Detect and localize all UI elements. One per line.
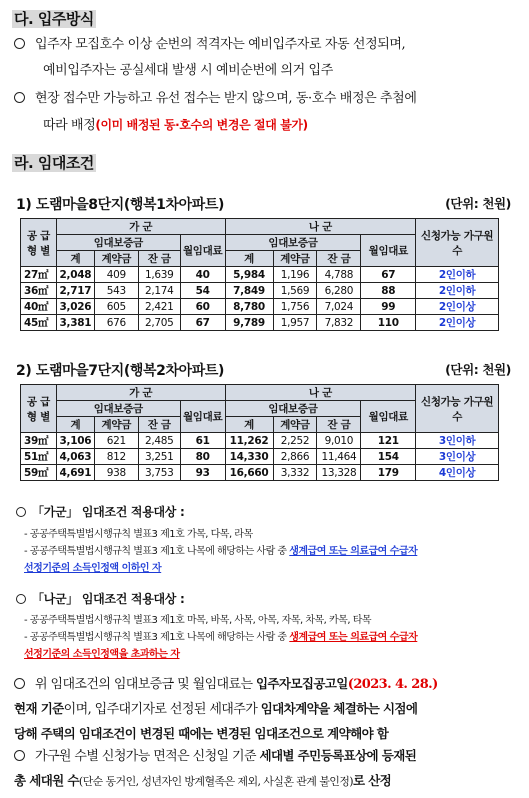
cell-na-contract: 3,332 [273, 465, 317, 481]
section-heading-move-in: 다. 입주방식 [14, 10, 94, 28]
bullet-circle-icon [16, 507, 26, 517]
cell-na-monthly: 154 [361, 449, 416, 465]
cell-na-contract: 2,252 [273, 433, 317, 449]
cell-household: 2인이상 [416, 299, 499, 315]
cell-ga-balance: 2,421 [138, 299, 180, 315]
ga-target-heading: 「가군」 임대조건 적용대상 : [16, 503, 184, 520]
cell-ga-contract: 543 [94, 283, 138, 299]
cell-na-total: 5,984 [225, 267, 273, 283]
table-row [21, 449, 499, 465]
header-area: 공 급 형 별 [21, 385, 57, 433]
cell-area: 45㎡ [21, 315, 57, 331]
cell-na-contract: 2,866 [273, 449, 317, 465]
cell-na-monthly: 99 [361, 299, 416, 315]
cell-area: 40㎡ [21, 299, 57, 315]
cell-na-total: 9,789 [225, 315, 273, 331]
cell-area: 27㎡ [21, 267, 57, 283]
cell-na-monthly: 67 [361, 267, 416, 283]
cell-na-total: 14,330 [225, 449, 273, 465]
cell-ga-contract: 938 [94, 465, 138, 481]
cell-household: 2인이하 [416, 283, 499, 299]
cell-na-balance: 13,328 [317, 465, 361, 481]
cell-na-monthly: 179 [361, 465, 416, 481]
header-na-group: 나 군 [225, 385, 416, 401]
cell-ga-total: 3,106 [56, 433, 94, 449]
cell-na-total: 11,262 [225, 433, 273, 449]
cell-na-total: 7,849 [225, 283, 273, 299]
note-rent-basis: 위 임대조건의 임대보증금 및 월임대료는 입주자모집공고일(2023. 4. 28.) 현재 기준이며, 입주대기자로 선정된 세대주가 임대차계약을 체결하는 시점에 당해 주택의 임대조건이 변경된 때에는 변경된 임대조건으로 계약해야 함 [14, 676, 438, 741]
cell-ga-total: 2,717 [56, 283, 94, 299]
cell-ga-monthly: 54 [180, 283, 225, 299]
cell-household: 2인이상 [416, 315, 499, 331]
cell-na-total: 8,780 [225, 299, 273, 315]
cell-na-contract: 1,196 [273, 267, 317, 283]
header-deposit: 임대보증금 [56, 235, 180, 251]
table1-title: 1) 도램마을8단지(행복1차아파트) (단위: 천원) [16, 196, 511, 213]
cell-na-balance: 6,280 [317, 283, 361, 299]
header-monthly: 월임대료 [361, 235, 416, 267]
table-row [21, 267, 499, 283]
cell-na-balance: 7,832 [317, 315, 361, 331]
cell-ga-contract: 676 [94, 315, 138, 331]
header-deposit: 임대보증금 [225, 401, 361, 417]
cell-ga-balance: 1,639 [138, 267, 180, 283]
header-balance: 잔 금 [317, 251, 361, 267]
header-na-group: 나 군 [225, 219, 416, 235]
note-household-size: 가구원 수별 신청가능 면적은 신청일 기준 세대별 주민등록표상에 등재된 총 세대원 수(단순 동거인, 성년자인 방계혈족은 제외, 사실혼 관계 불인정)로 산정 [14, 748, 417, 788]
header-balance: 잔 금 [317, 417, 361, 433]
cell-na-balance: 7,024 [317, 299, 361, 315]
cell-ga-balance: 3,753 [138, 465, 180, 481]
cell-na-balance: 11,464 [317, 449, 361, 465]
cell-na-monthly: 110 [361, 315, 416, 331]
cell-area: 39㎡ [21, 433, 57, 449]
cell-ga-monthly: 93 [180, 465, 225, 481]
header-area: 공 급 형 별 [21, 219, 57, 267]
rent-table-complex7 [20, 384, 499, 481]
table-row [21, 465, 499, 481]
cell-na-monthly: 121 [361, 433, 416, 449]
cell-ga-monthly: 60 [180, 299, 225, 315]
header-total: 계 [225, 251, 273, 267]
header-monthly: 월임대료 [180, 235, 225, 267]
cell-ga-monthly: 40 [180, 267, 225, 283]
ga-target-list: - 공공주택특별법시행규칙 별표3 제1호 가목, 다목, 라목 - 공공주택특별법시행규칙 별표3 제1호 나목에 해당하는 사람 중 생계급여 또는 의료급여 수급자 선정기준의 소득인정액 이하인 자 [24, 529, 418, 574]
table2-title: 2) 도램마을7단지(행복2차아파트) (단위: 천원) [16, 362, 511, 379]
cell-household: 3인이하 [416, 433, 499, 449]
table-row [21, 433, 499, 449]
cell-household: 3인이상 [416, 449, 499, 465]
cell-na-balance: 4,788 [317, 267, 361, 283]
header-total: 계 [56, 251, 94, 267]
cell-ga-total: 2,048 [56, 267, 94, 283]
cell-na-monthly: 88 [361, 283, 416, 299]
header-ga-group: 가 군 [56, 385, 225, 401]
cell-area: 59㎡ [21, 465, 57, 481]
header-household: 신청가능 가구원수 [416, 385, 499, 433]
header-monthly: 월임대료 [361, 401, 416, 433]
cell-area: 51㎡ [21, 449, 57, 465]
header-balance: 잔 금 [138, 251, 180, 267]
cell-ga-monthly: 67 [180, 315, 225, 331]
cell-area: 36㎡ [21, 283, 57, 299]
header-contract: 계약금 [94, 251, 138, 267]
cell-na-contract: 1,569 [273, 283, 317, 299]
header-balance: 잔 금 [138, 417, 180, 433]
header-contract: 계약금 [273, 251, 317, 267]
rent-table-complex8 [20, 218, 499, 331]
cell-household: 4인이상 [416, 465, 499, 481]
table-row [21, 315, 499, 331]
header-monthly: 월임대료 [180, 401, 225, 433]
cell-ga-contract: 409 [94, 267, 138, 283]
header-household: 신청가능 가구원수 [416, 219, 499, 267]
cell-ga-monthly: 61 [180, 433, 225, 449]
bullet-circle-icon [16, 594, 26, 604]
header-contract: 계약금 [273, 417, 317, 433]
cell-ga-contract: 605 [94, 299, 138, 315]
cell-ga-contract: 812 [94, 449, 138, 465]
table-row [21, 283, 499, 299]
header-total: 계 [56, 417, 94, 433]
cell-ga-balance: 2,705 [138, 315, 180, 331]
cell-ga-monthly: 80 [180, 449, 225, 465]
table-row [21, 299, 499, 315]
cell-na-balance: 9,010 [317, 433, 361, 449]
bullet-circle-icon [14, 750, 25, 761]
header-deposit: 임대보증금 [225, 235, 361, 251]
header-contract: 계약금 [94, 417, 138, 433]
bullet-circle-icon [14, 92, 25, 103]
header-ga-group: 가 군 [56, 219, 225, 235]
section-heading-rent: 라. 임대조건 [14, 154, 94, 172]
bullet-circle-icon [14, 38, 25, 49]
cell-na-total: 16,660 [225, 465, 273, 481]
cell-household: 2인이하 [416, 267, 499, 283]
cell-ga-balance: 2,485 [138, 433, 180, 449]
header-deposit: 임대보증금 [56, 401, 180, 417]
bullet-onsite: 현장 접수만 가능하고 유선 접수는 받지 않으며, 동·호수 배정은 추첨에 따라 배정(이미 배정된 동·호수의 변경은 절대 불가) [14, 86, 517, 139]
cell-ga-total: 3,026 [56, 299, 94, 315]
na-target-heading: 「나군」 임대조건 적용대상 : [16, 590, 184, 607]
bullet-reserve: 입주자 모집호수 이상 순번의 적격자는 예비입주자로 자동 선정되며, 예비입주자는 공실세대 발생 시 예비순번에 의거 입주 [14, 32, 517, 84]
cell-ga-total: 4,691 [56, 465, 94, 481]
na-target-list: - 공공주택특별법시행규칙 별표3 제1호 마목, 바목, 사목, 아목, 자목, 차목, 카목, 타목 - 공공주택특별법시행규칙 별표3 제1호 나목에 해당하는 사람 중 생계급여 또는 의료급여 수급자 선정기준의 소득인정액을 초과하는 자 [24, 615, 418, 660]
cell-na-contract: 1,756 [273, 299, 317, 315]
cell-ga-contract: 621 [94, 433, 138, 449]
cell-ga-balance: 2,174 [138, 283, 180, 299]
cell-ga-balance: 3,251 [138, 449, 180, 465]
cell-na-contract: 1,957 [273, 315, 317, 331]
cell-ga-total: 3,381 [56, 315, 94, 331]
cell-ga-total: 4,063 [56, 449, 94, 465]
bullet-circle-icon [14, 678, 25, 689]
header-total: 계 [225, 417, 273, 433]
